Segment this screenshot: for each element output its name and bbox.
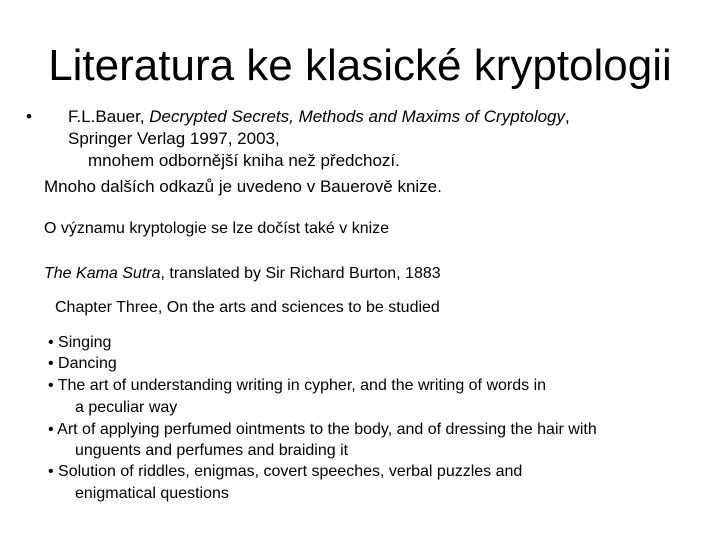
slide-title: Literatura ke klasické kryptologii	[48, 41, 672, 90]
chapter-line: Chapter Three, On the arts and sciences to be studied	[55, 299, 440, 316]
list-item: • Singing	[48, 334, 112, 351]
bauer-citation-line	[68, 106, 570, 127]
significance-line: O významu kryptologie se lze dočíst také v knize	[44, 220, 390, 237]
kama-sutra-title: The Kama Sutra	[44, 265, 161, 282]
list-item-continuation: unguents and perfumes and braiding it	[75, 442, 349, 459]
bauer-publisher-line: Springer Verlag 1997, 2003,	[68, 129, 280, 148]
list-item: • Art of applying perfumed ointments to the body, and of dressing the hair with	[48, 421, 597, 438]
references-line: Mnoho dalších odkazů je uvedeno v Bauerově knize.	[44, 177, 442, 196]
list-item-continuation: enigmatical questions	[75, 485, 229, 502]
list-item: • Solution of riddles, enigmas, covert speeches, verbal puzzles and	[48, 463, 523, 480]
bauer-book-title: Decrypted Secrets, Methods and Maxims of Cryptology	[149, 107, 566, 126]
bauer-author: F.L.Bauer,	[68, 107, 150, 126]
bauer-title-comma: ,	[565, 107, 570, 126]
list-item-continuation: a peculiar way	[75, 399, 178, 416]
kama-sutra-citation	[44, 263, 441, 284]
list-item: • The art of understanding writing in cypher, and the writing of words in	[48, 377, 547, 394]
kama-sutra-details: , translated by Sir Richard Burton, 1883	[160, 265, 441, 282]
bullet-marker: •	[26, 107, 32, 126]
list-item: • Dancing	[48, 355, 117, 372]
bauer-comment-line: mnohem odbornější kniha než předchozí.	[88, 151, 400, 170]
